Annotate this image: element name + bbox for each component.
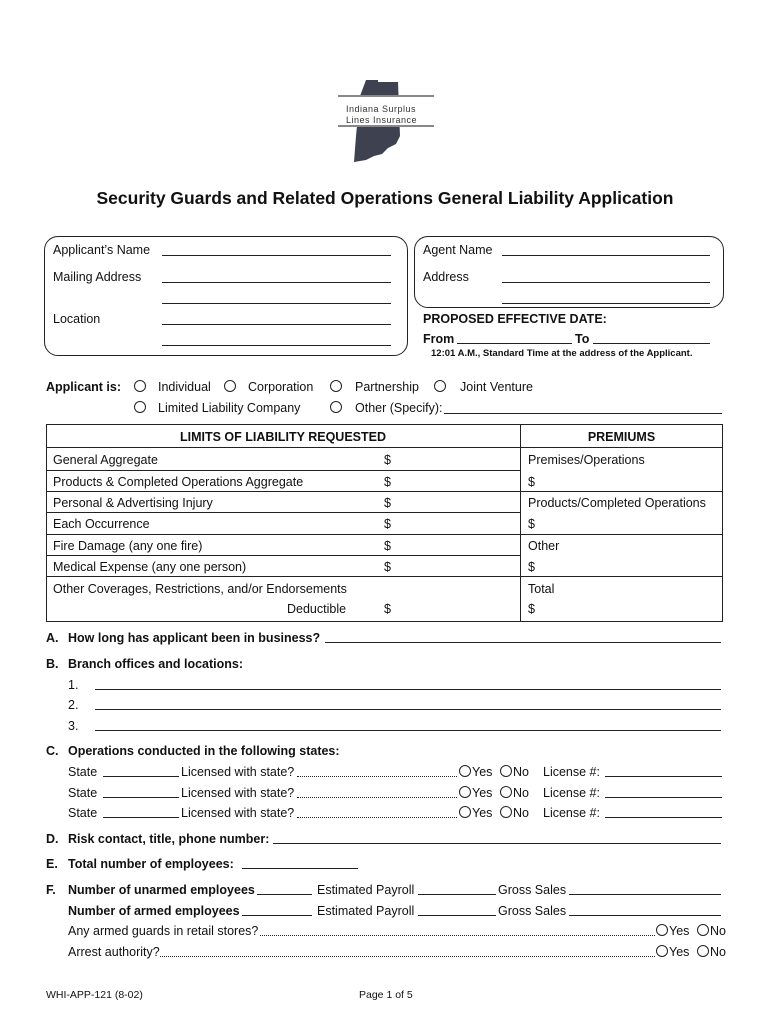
branch-number-2: 2. xyxy=(68,698,79,712)
question-b-text: Branch offices and locations: xyxy=(68,657,244,671)
licensed-label: Licensed with state? xyxy=(181,786,295,800)
unarmed-payroll-label: Estimated Payroll xyxy=(317,883,415,897)
products-aggregate-label: Products & Completed Operations Aggregate xyxy=(53,475,304,489)
time-note: 12:01 A.M., Standard Time at the address of the Applicant. xyxy=(431,348,693,359)
no-label: No xyxy=(513,765,529,779)
to-label: To xyxy=(575,332,590,346)
individual-label: Individual xyxy=(158,380,211,394)
row-rule xyxy=(46,512,520,513)
branch-field-2[interactable] xyxy=(95,709,721,710)
state-label: State xyxy=(68,765,98,779)
corporation-radio[interactable] xyxy=(224,380,236,392)
dot-leader xyxy=(297,817,457,818)
dot-leader xyxy=(297,797,457,798)
question-b-letter: B. xyxy=(46,657,59,671)
unarmed-sales-field[interactable] xyxy=(569,894,721,895)
retail-yes-label: Yes xyxy=(669,924,690,938)
partnership-radio[interactable] xyxy=(330,380,342,392)
arrest-yes-radio[interactable] xyxy=(656,945,668,957)
other-radio[interactable] xyxy=(330,401,342,413)
llc-label: Limited Liability Company xyxy=(158,401,301,415)
page-title: Security Guards and Related Operations General Liability Application xyxy=(96,188,674,208)
logo-line-2: Lines Insurance xyxy=(346,115,418,125)
branch-number-1: 1. xyxy=(68,678,79,692)
question-f-letter: F. xyxy=(46,883,56,897)
licensed-no-radio[interactable] xyxy=(500,786,512,798)
arrest-yes-label: Yes xyxy=(669,945,690,959)
license-number-label: License #: xyxy=(543,765,600,779)
licensed-label: Licensed with state? xyxy=(181,806,295,820)
dot-leader xyxy=(297,776,457,777)
agent-address-label: Address xyxy=(423,270,469,284)
other-coverages-label: Other Coverages, Restrictions, and/or Endorsements xyxy=(53,582,347,596)
armed-sales-label: Gross Sales xyxy=(498,904,567,918)
licensed-label: Licensed with state? xyxy=(181,765,295,779)
products-completed-amount[interactable]: $ xyxy=(528,517,535,531)
row-rule xyxy=(46,555,520,556)
from-date-field[interactable] xyxy=(457,343,572,344)
branch-number-3: 3. xyxy=(68,719,79,733)
header-rule xyxy=(46,447,723,448)
state-field[interactable] xyxy=(103,797,179,798)
licensed-yes-radio[interactable] xyxy=(459,806,471,818)
branch-field-1[interactable] xyxy=(95,689,721,690)
medical-expense-amount[interactable]: $ xyxy=(384,560,391,574)
question-e-letter: E. xyxy=(46,857,58,871)
question-a-text: How long has applicant been in business? xyxy=(68,631,321,645)
mailing-address-field[interactable] xyxy=(162,282,391,283)
branch-field-3[interactable] xyxy=(95,730,721,731)
general-aggregate-amount[interactable]: $ xyxy=(384,453,391,467)
other-label: Other (Specify): xyxy=(355,401,443,415)
joint-venture-label: Joint Venture xyxy=(460,380,533,394)
armed-payroll-field[interactable] xyxy=(418,915,496,916)
fire-damage-amount[interactable]: $ xyxy=(384,539,391,553)
unarmed-employees-field[interactable] xyxy=(257,894,312,895)
products-completed-label: Products/Completed Operations xyxy=(528,496,706,510)
risk-contact-field[interactable] xyxy=(273,843,721,844)
dot-leader xyxy=(260,935,655,936)
license-number-label: License #: xyxy=(543,786,600,800)
armed-sales-field[interactable] xyxy=(569,915,721,916)
total-employees-field[interactable] xyxy=(242,868,358,869)
limits-header: LIMITS OF LIABILITY REQUESTED xyxy=(179,430,387,444)
arrest-question-label: Arrest authority? xyxy=(68,945,160,959)
retail-no-radio[interactable] xyxy=(697,924,709,936)
applicant-name-field[interactable] xyxy=(162,255,391,256)
license-number-field[interactable] xyxy=(605,797,722,798)
agent-name-label: Agent Name xyxy=(423,243,493,257)
state-field[interactable] xyxy=(103,817,179,818)
joint-venture-radio[interactable] xyxy=(434,380,446,392)
licensed-yes-radio[interactable] xyxy=(459,765,471,777)
question-d-text: Risk contact, title, phone number: xyxy=(68,832,270,846)
llc-radio[interactable] xyxy=(134,401,146,413)
license-number-label: License #: xyxy=(543,806,600,820)
unarmed-employees-label: Number of unarmed employees xyxy=(68,883,255,897)
mailing-address-label: Mailing Address xyxy=(53,270,142,284)
state-field[interactable] xyxy=(103,776,179,777)
total-amount[interactable]: $ xyxy=(528,602,535,616)
other-premium-label: Other xyxy=(528,539,560,553)
individual-radio[interactable] xyxy=(134,380,146,392)
other-premium-amount[interactable]: $ xyxy=(528,560,535,574)
licensed-no-radio[interactable] xyxy=(500,765,512,777)
effective-date-heading: PROPOSED EFFECTIVE DATE: xyxy=(423,312,607,326)
retail-yes-radio[interactable] xyxy=(656,924,668,936)
arrest-no-radio[interactable] xyxy=(697,945,709,957)
yes-label: Yes xyxy=(472,765,493,779)
no-label: No xyxy=(513,806,529,820)
location-field[interactable] xyxy=(162,324,391,325)
mailing-address-field-2[interactable] xyxy=(162,303,391,304)
premises-operations-amount[interactable]: $ xyxy=(528,475,535,489)
yes-label: Yes xyxy=(472,786,493,800)
arrest-no-label: No xyxy=(710,945,726,959)
armed-employees-label: Number of armed employees xyxy=(68,904,240,918)
question-d-letter: D. xyxy=(46,832,59,846)
question-c-letter: C. xyxy=(46,744,59,758)
premises-operations-label: Premises/Operations xyxy=(528,453,645,467)
general-aggregate-label: General Aggregate xyxy=(53,453,158,467)
retail-no-label: No xyxy=(710,924,726,938)
question-c-text: Operations conducted in the following states: xyxy=(68,744,340,758)
dot-leader xyxy=(160,956,655,957)
license-number-field[interactable] xyxy=(605,817,722,818)
each-occurrence-label: Each Occurrence xyxy=(53,517,150,531)
agent-name-field[interactable] xyxy=(502,255,710,256)
yes-label: Yes xyxy=(472,806,493,820)
premium-divider xyxy=(520,424,521,622)
unarmed-payroll-field[interactable] xyxy=(418,894,496,895)
premiums-header: PREMIUMS xyxy=(587,430,656,444)
fire-damage-label: Fire Damage (any one fire) xyxy=(53,539,203,553)
state-label: State xyxy=(68,786,98,800)
products-aggregate-amount[interactable]: $ xyxy=(384,475,391,489)
unarmed-sales-label: Gross Sales xyxy=(498,883,567,897)
license-number-field[interactable] xyxy=(605,776,722,777)
form-id: WHI-APP-121 (8-02) xyxy=(46,989,143,1001)
armed-payroll-label: Estimated Payroll xyxy=(317,904,415,918)
question-e-text: Total number of employees: xyxy=(68,857,234,871)
location-field-2[interactable] xyxy=(162,345,391,346)
deductible-amount[interactable]: $ xyxy=(384,602,391,616)
partnership-label: Partnership xyxy=(355,380,419,394)
licensed-yes-radio[interactable] xyxy=(459,786,471,798)
location-label: Location xyxy=(53,312,101,326)
row-rule xyxy=(46,491,723,492)
state-label: State xyxy=(68,806,98,820)
deductible-label: Deductible xyxy=(287,602,347,616)
from-label: From xyxy=(423,332,455,346)
total-label: Total xyxy=(528,582,555,596)
no-label: No xyxy=(513,786,529,800)
each-occurrence-amount[interactable]: $ xyxy=(384,517,391,531)
other-specify-field[interactable] xyxy=(444,413,722,414)
question-a-letter: A. xyxy=(46,631,59,645)
personal-injury-label: Personal & Advertising Injury xyxy=(53,496,213,510)
row-rule xyxy=(46,534,723,535)
applicant-name-label: Applicant’s Name xyxy=(53,243,151,257)
applicant-is-label: Applicant is: xyxy=(46,380,122,394)
licensed-no-radio[interactable] xyxy=(500,806,512,818)
years-in-business-field[interactable] xyxy=(325,642,721,643)
medical-expense-label: Medical Expense (any one person) xyxy=(53,560,247,574)
row-rule xyxy=(46,470,520,471)
row-rule xyxy=(46,576,723,577)
armed-employees-field[interactable] xyxy=(242,915,312,916)
corporation-label: Corporation xyxy=(248,380,314,394)
page-number: Page 1 of 5 xyxy=(359,989,413,1001)
personal-injury-amount[interactable]: $ xyxy=(384,496,391,510)
to-date-field[interactable] xyxy=(593,343,710,344)
agent-address-field[interactable] xyxy=(502,282,710,283)
retail-question-label: Any armed guards in retail stores? xyxy=(68,924,259,938)
agent-address-field-2[interactable] xyxy=(502,303,710,304)
logo-line-1: Indiana Surplus xyxy=(346,104,417,114)
